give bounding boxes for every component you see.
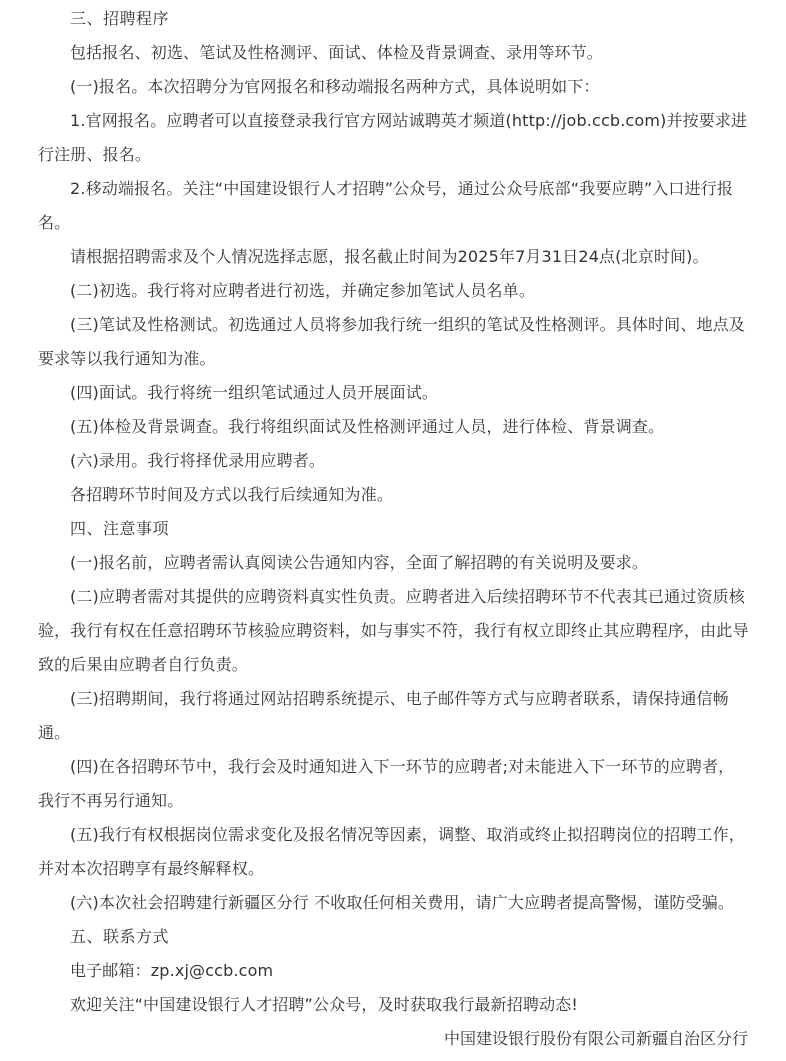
follow-line: 欢迎关注“中国建设银行人才招聘”公众号，及时获取我行最新招聘动态!: [70, 995, 578, 1014]
notice-1: (一)报名前，应聘者需认真阅读公告通知内容，全面了解招聘的有关说明及要求。: [70, 553, 649, 572]
section3-heading: 三、招聘程序: [70, 9, 170, 28]
schedule-note: 各招聘环节时间及方式以我行后续通知为准。: [70, 485, 394, 504]
notice-6: (六)本次社会招聘建行新疆区分行 不收取任何相关费用，请广大应聘者提高警惕，谨防受骗。: [70, 893, 735, 912]
screening-paragraph: (二)初选。我行将对应聘者进行初选，并确定参加笔试人员名单。: [70, 281, 535, 300]
signup-official: 1.官网报名。应聘者可以直接登录我行官方网站诚聘英才频道(http://job.ccb.com)并按要求进行注册、报名。: [38, 111, 748, 164]
section3-intro: 包括报名、初选、笔试及性格测评、面试、体检及背景调查、录用等环节。: [70, 43, 603, 62]
interview-paragraph: (四)面试。我行将统一组织笔试通过人员开展面试。: [70, 383, 439, 402]
deadline-paragraph: 请根据招聘需求及个人情况选择志愿，报名截止时间为2025年7月31日24点(北京时间)。: [70, 247, 709, 266]
notice-4: (四)在各招聘环节中，我行会及时通知进入下一环节的应聘者;对未能进入下一环节的应聘者，我行不再另行通知。: [38, 757, 735, 810]
background-check-paragraph: (五)体检及背景调查。我行将组织面试及性格测评通过人员，进行体检、背景调查。: [70, 417, 665, 436]
section4-heading: 四、注意事项: [70, 519, 170, 538]
section5-heading: 五、联系方式: [70, 927, 170, 946]
hiring-paragraph: (六)录用。我行将择优录用应聘者。: [70, 451, 326, 470]
notice-2: (二)应聘者需对其提供的应聘资料真实性负责。应聘者进入后续招聘环节不代表其已通过资质核验，我行有权在任意招聘环节核验应聘资料，如与事实不符，我行有权立即终止其应聘程序，由此导致的后果由应聘者自行负责。: [38, 587, 749, 674]
email-line: 电子邮箱：zp.xj@ccb.com: [70, 961, 274, 980]
written-test-paragraph: (三)笔试及性格测试。初选通过人员将参加我行统一组织的笔试及性格测评。具体时间、地点及要求等以我行通知为准。: [38, 315, 745, 368]
signup-title: (一)报名。本次招聘分为官网报名和移动端报名两种方式，具体说明如下：: [70, 77, 600, 96]
signature: 中国建设银行股份有限公司新疆自治区分行: [443, 1029, 748, 1048]
signup-mobile: 2.移动端报名。关注“中国建设银行人才招聘”公众号，通过公众号底部“我要应聘”入口进行报名。: [38, 179, 734, 232]
notice-3: (三)招聘期间，我行将通过网站招聘系统提示、电子邮件等方式与应聘者联系，请保持通信畅通。: [38, 689, 729, 742]
notice-5: (五)我行有权根据岗位需求变化及报名情况等因素，调整、取消或终止拟招聘岗位的招聘工作，并对本次招聘享有最终解释权。: [38, 825, 745, 878]
